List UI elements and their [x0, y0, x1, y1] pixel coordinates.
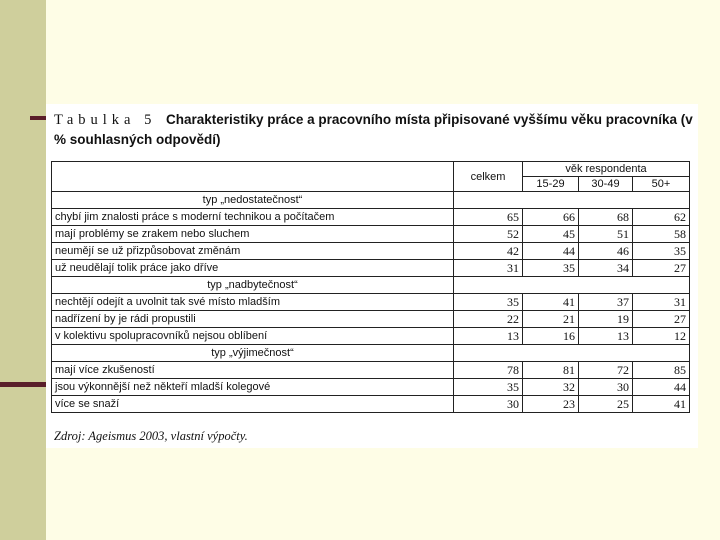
- table-row: [52, 243, 690, 260]
- header-age-30-49: 30-49: [579, 177, 633, 192]
- header-total: celkem: [454, 162, 523, 192]
- header-age-15-29: 15-29: [523, 177, 579, 192]
- section-title: typ „nedostatečnost“: [52, 192, 454, 209]
- row-label: v kolektivu spolupracovníků nejsou oblíbení: [52, 328, 454, 345]
- row-label: jsou výkonnější než někteří mladší kolegové: [52, 379, 454, 396]
- table-body: [52, 162, 690, 413]
- row-label: chybí jim znalosti práce s moderní technikou a počítačem: [52, 209, 454, 226]
- row-label: nechtějí odejít a uvolnit tak své místo mladším: [52, 294, 454, 311]
- value-50-plus: 58: [633, 226, 690, 243]
- section-title: typ „nadbytečnost“: [52, 277, 454, 294]
- value-15-29: 32: [523, 379, 579, 396]
- value-30-49: 19: [579, 311, 633, 328]
- value-15-29: 16: [523, 328, 579, 345]
- table-row: [52, 226, 690, 243]
- row-label: nadřízení by je rádi propustili: [52, 311, 454, 328]
- value-total: 35: [454, 294, 523, 311]
- caption-label: Tabulka 5: [54, 112, 157, 128]
- table-image: [46, 104, 698, 448]
- header-row-top: [52, 162, 690, 177]
- header-age-group: věk respondenta: [523, 162, 690, 177]
- value-15-29: 23: [523, 396, 579, 413]
- value-50-plus: 85: [633, 362, 690, 379]
- value-30-49: 72: [579, 362, 633, 379]
- value-15-29: 35: [523, 260, 579, 277]
- bottom-accent-line: [0, 382, 46, 387]
- header-age-50-plus: 50+: [633, 177, 690, 192]
- table-row: [52, 294, 690, 311]
- value-30-49: 51: [579, 226, 633, 243]
- table-row: [52, 396, 690, 413]
- value-total: 35: [454, 379, 523, 396]
- value-50-plus: 31: [633, 294, 690, 311]
- section-blank: [454, 192, 690, 209]
- table-row: [52, 362, 690, 379]
- section-header-row: [52, 345, 690, 362]
- value-total: 78: [454, 362, 523, 379]
- row-label: už neudělají tolik práce jako dříve: [52, 260, 454, 277]
- section-header-row: [52, 192, 690, 209]
- value-30-49: 37: [579, 294, 633, 311]
- value-50-plus: 41: [633, 396, 690, 413]
- value-50-plus: 35: [633, 243, 690, 260]
- table-row: [52, 311, 690, 328]
- value-15-29: 41: [523, 294, 579, 311]
- value-total: 22: [454, 311, 523, 328]
- value-30-49: 30: [579, 379, 633, 396]
- left-decorative-bar: [0, 0, 46, 540]
- value-50-plus: 62: [633, 209, 690, 226]
- value-30-49: 34: [579, 260, 633, 277]
- table-caption: [54, 110, 694, 150]
- source-note: Zdroj: Ageismus 2003, vlastní výpočty.: [54, 429, 248, 443]
- value-50-plus: 27: [633, 311, 690, 328]
- header-blank: [52, 162, 454, 192]
- section-header-row: [52, 277, 690, 294]
- row-label: mají více zkušeností: [52, 362, 454, 379]
- section-title: typ „výjimečnost“: [52, 345, 454, 362]
- table-row: [52, 328, 690, 345]
- value-total: 52: [454, 226, 523, 243]
- value-15-29: 21: [523, 311, 579, 328]
- value-30-49: 46: [579, 243, 633, 260]
- value-15-29: 66: [523, 209, 579, 226]
- row-label: více se snaží: [52, 396, 454, 413]
- table-row: [52, 379, 690, 396]
- value-total: 65: [454, 209, 523, 226]
- row-label: mají problémy se zrakem nebo sluchem: [52, 226, 454, 243]
- value-15-29: 45: [523, 226, 579, 243]
- section-blank: [454, 345, 690, 362]
- value-total: 13: [454, 328, 523, 345]
- table-row: [52, 209, 690, 226]
- value-total: 42: [454, 243, 523, 260]
- value-total: 31: [454, 260, 523, 277]
- value-50-plus: 12: [633, 328, 690, 345]
- value-15-29: 44: [523, 243, 579, 260]
- value-30-49: 13: [579, 328, 633, 345]
- section-blank: [454, 277, 690, 294]
- caption-title: Charakteristiky práce a pracovního místa připisované vyššímu věku pracovníka (v % souhlasných odpovědí): [54, 112, 693, 147]
- value-30-49: 25: [579, 396, 633, 413]
- value-30-49: 68: [579, 209, 633, 226]
- value-total: 30: [454, 396, 523, 413]
- value-50-plus: 44: [633, 379, 690, 396]
- value-50-plus: 27: [633, 260, 690, 277]
- table-row: [52, 260, 690, 277]
- value-15-29: 81: [523, 362, 579, 379]
- data-table: [51, 161, 690, 413]
- row-label: neumějí se už přizpůsobovat změnám: [52, 243, 454, 260]
